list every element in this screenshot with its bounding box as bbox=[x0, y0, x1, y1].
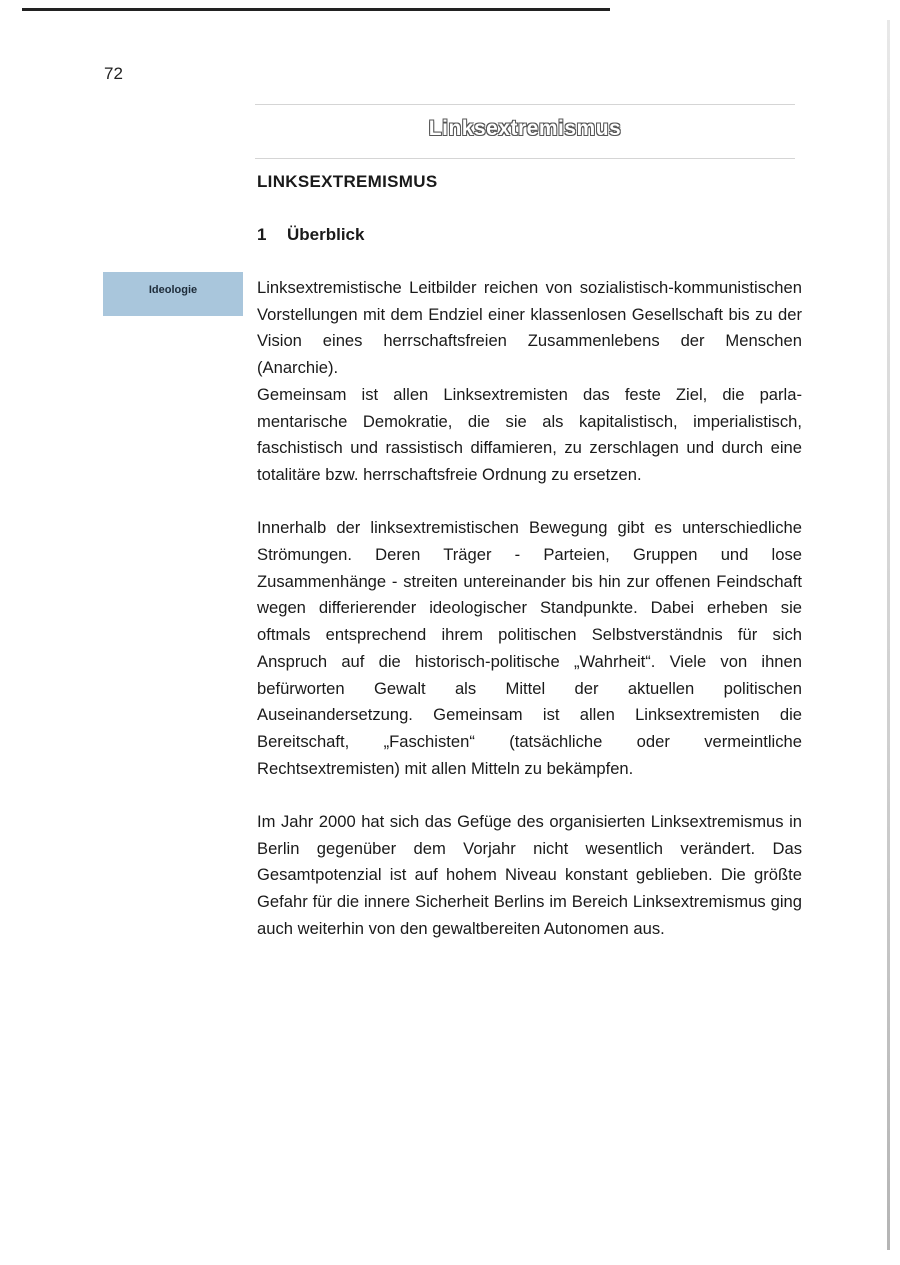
margin-tag-label: Ideologie bbox=[148, 284, 198, 296]
section-title: LINKSEXTREMISMUS bbox=[257, 172, 438, 191]
paragraph: Gemeinsam ist allen Linksextremisten das feste Ziel, die parlamentarische Demokratie, die sie als kapitalistisch, imperialistisch, faschistisch und rassistisch diffamieren, zu zerschlagen und durch eine totalitäre bzw. herrschaftsfreie Ordnung zu ersetzen. bbox=[257, 384, 802, 484]
running-header: Linksextremismus bbox=[428, 117, 622, 140]
subsection-number: 1 bbox=[257, 225, 267, 244]
body-text bbox=[257, 275, 802, 943]
paragraph: Im Jahr 2000 hat sich das Gefüge des organisierten Linksextremismus in Berlin gegenüber dem Vorjahr nicht wesentlich verändert. Das Gesamtpotenzial ist auf hohem Niveau konstant geblieben. Die größte Gefahr für die innere Sicherheit Berlins im Bereich Linksextremismus ging auch weiterhin von den gewaltbereiten Autonomen aus. bbox=[257, 812, 802, 938]
page-edge-shadow bbox=[887, 20, 890, 1250]
paragraph: Innerhalb der linksextremistischen Bewegung gibt es unterschiedliche Strömungen. Deren Träger - Parteien, Gruppen und lose Zusammenhänge - streiten untereinander bis hin zur offenen Feindschaft wegen differierender ideologischer Standpunkte. Dabei erheben sie oftmals entsprechend ihrem politischen Selbstverständnis für sich Anspruch auf die historisch-politische „Wahrheit“. Viele von ihnen befürworten Gewalt als Mittel der aktuellen politischen Auseinandersetzung. Gemeinsam ist allen Linksextremisten die Bereitschaft, „Faschisten“ (tatsächliche oder vermeintliche Rechtsextremisten) mit allen Mitteln zu bekämpfen. bbox=[257, 518, 802, 778]
header-rule-bottom bbox=[255, 158, 795, 159]
paragraph: Linksextremistische Leitbilder reichen von sozialistisch-kommunistischen Vorstellungen mit dem Endziel einer klassenlosen Gesellschaft bis zu der Vision eines herrschaftsfreien Zusammenlebens der Menschen (Anarchie). bbox=[257, 278, 802, 378]
page-number: 72 bbox=[104, 64, 123, 83]
subsection-title: Überblick bbox=[287, 225, 365, 244]
top-scan-rule bbox=[22, 8, 610, 11]
subsection-heading bbox=[257, 225, 364, 245]
margin-tag-ideologie bbox=[103, 272, 243, 316]
header-rule-top bbox=[255, 104, 795, 105]
